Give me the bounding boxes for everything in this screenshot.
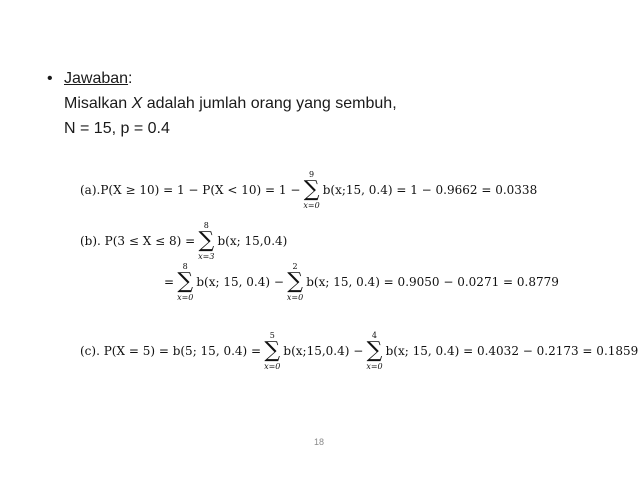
summation-a bbox=[303, 170, 319, 210]
summation-b2-first-upper: 8 bbox=[182, 262, 188, 271]
equation-c-lhs: (c). P(X = 5) = b(5; 15, 0.4) = bbox=[80, 344, 262, 358]
equation-b2-equals: = bbox=[164, 275, 175, 289]
answer-heading-colon: : bbox=[128, 70, 133, 87]
parameters-line: N = 15, p = 0.4 bbox=[64, 120, 170, 137]
equation-a-lhs: (a).P(X ≥ 10) = 1 − P(X < 10) = 1 − bbox=[80, 183, 301, 197]
equation-b-line2 bbox=[164, 262, 559, 302]
sigma-symbol: ∑ bbox=[303, 177, 320, 202]
equation-c-term1: b(x;15,0.4) − bbox=[283, 344, 364, 358]
equation-c bbox=[80, 331, 638, 371]
sigma-symbol: ∑ bbox=[366, 338, 383, 363]
answer-intro bbox=[47, 66, 397, 141]
answer-heading-line bbox=[47, 66, 397, 91]
summation-c-second bbox=[366, 331, 382, 371]
sigma-symbol: ∑ bbox=[177, 269, 194, 294]
bullet-point: • bbox=[47, 70, 53, 87]
summation-c-second-upper: 4 bbox=[371, 331, 378, 340]
variable-definition-start: Misalkan bbox=[64, 95, 132, 112]
equation-a bbox=[80, 170, 537, 210]
answer-heading: Jawaban bbox=[64, 70, 129, 87]
sigma-symbol: ∑ bbox=[264, 338, 281, 363]
summation-a-upper: 9 bbox=[309, 170, 315, 179]
summation-b2-second-lower: x=0 bbox=[286, 293, 304, 302]
summation-b1-lower: x=3 bbox=[198, 252, 215, 261]
summation-b2-first-lower: x=0 bbox=[177, 293, 194, 302]
summation-a-lower: x=0 bbox=[303, 201, 320, 210]
equation-b2-term2: b(x; 15, 0.4) = 0.9050 − 0.0271 = 0.8779 bbox=[306, 275, 559, 289]
summation-b2-second bbox=[287, 262, 303, 302]
variable-definition-end: adalah jumlah orang yang sembuh, bbox=[142, 95, 397, 112]
equation-c-term2: b(x; 15, 0.4) = 0.4032 − 0.2173 = 0.1859 bbox=[385, 344, 638, 358]
equation-b-term: b(x; 15,0.4) bbox=[217, 234, 288, 248]
summation-c-first-upper: 5 bbox=[269, 331, 275, 340]
variable-definition bbox=[64, 91, 397, 116]
variable-name: X bbox=[131, 95, 143, 112]
summation-b1-upper: 8 bbox=[203, 221, 209, 230]
summation-b2-first bbox=[177, 262, 193, 302]
equation-b2-term1: b(x; 15, 0.4) − bbox=[196, 275, 284, 289]
sigma-symbol: ∑ bbox=[287, 269, 303, 294]
sigma-symbol: ∑ bbox=[198, 228, 215, 253]
summation-b2-second-upper: 2 bbox=[292, 262, 298, 271]
summation-b1 bbox=[198, 221, 214, 261]
summation-c-first-lower: x=0 bbox=[264, 362, 281, 371]
equation-b-line1 bbox=[80, 221, 287, 261]
page-number: 18 bbox=[313, 437, 324, 447]
summation-c-first bbox=[264, 331, 280, 371]
summation-c-second-lower: x=0 bbox=[366, 362, 383, 371]
equation-a-rhs: b(x;15, 0.4) = 1 − 0.9662 = 0.0338 bbox=[322, 183, 538, 197]
equation-b-lhs: (b). P(3 ≤ X ≤ 8) = bbox=[80, 234, 196, 248]
